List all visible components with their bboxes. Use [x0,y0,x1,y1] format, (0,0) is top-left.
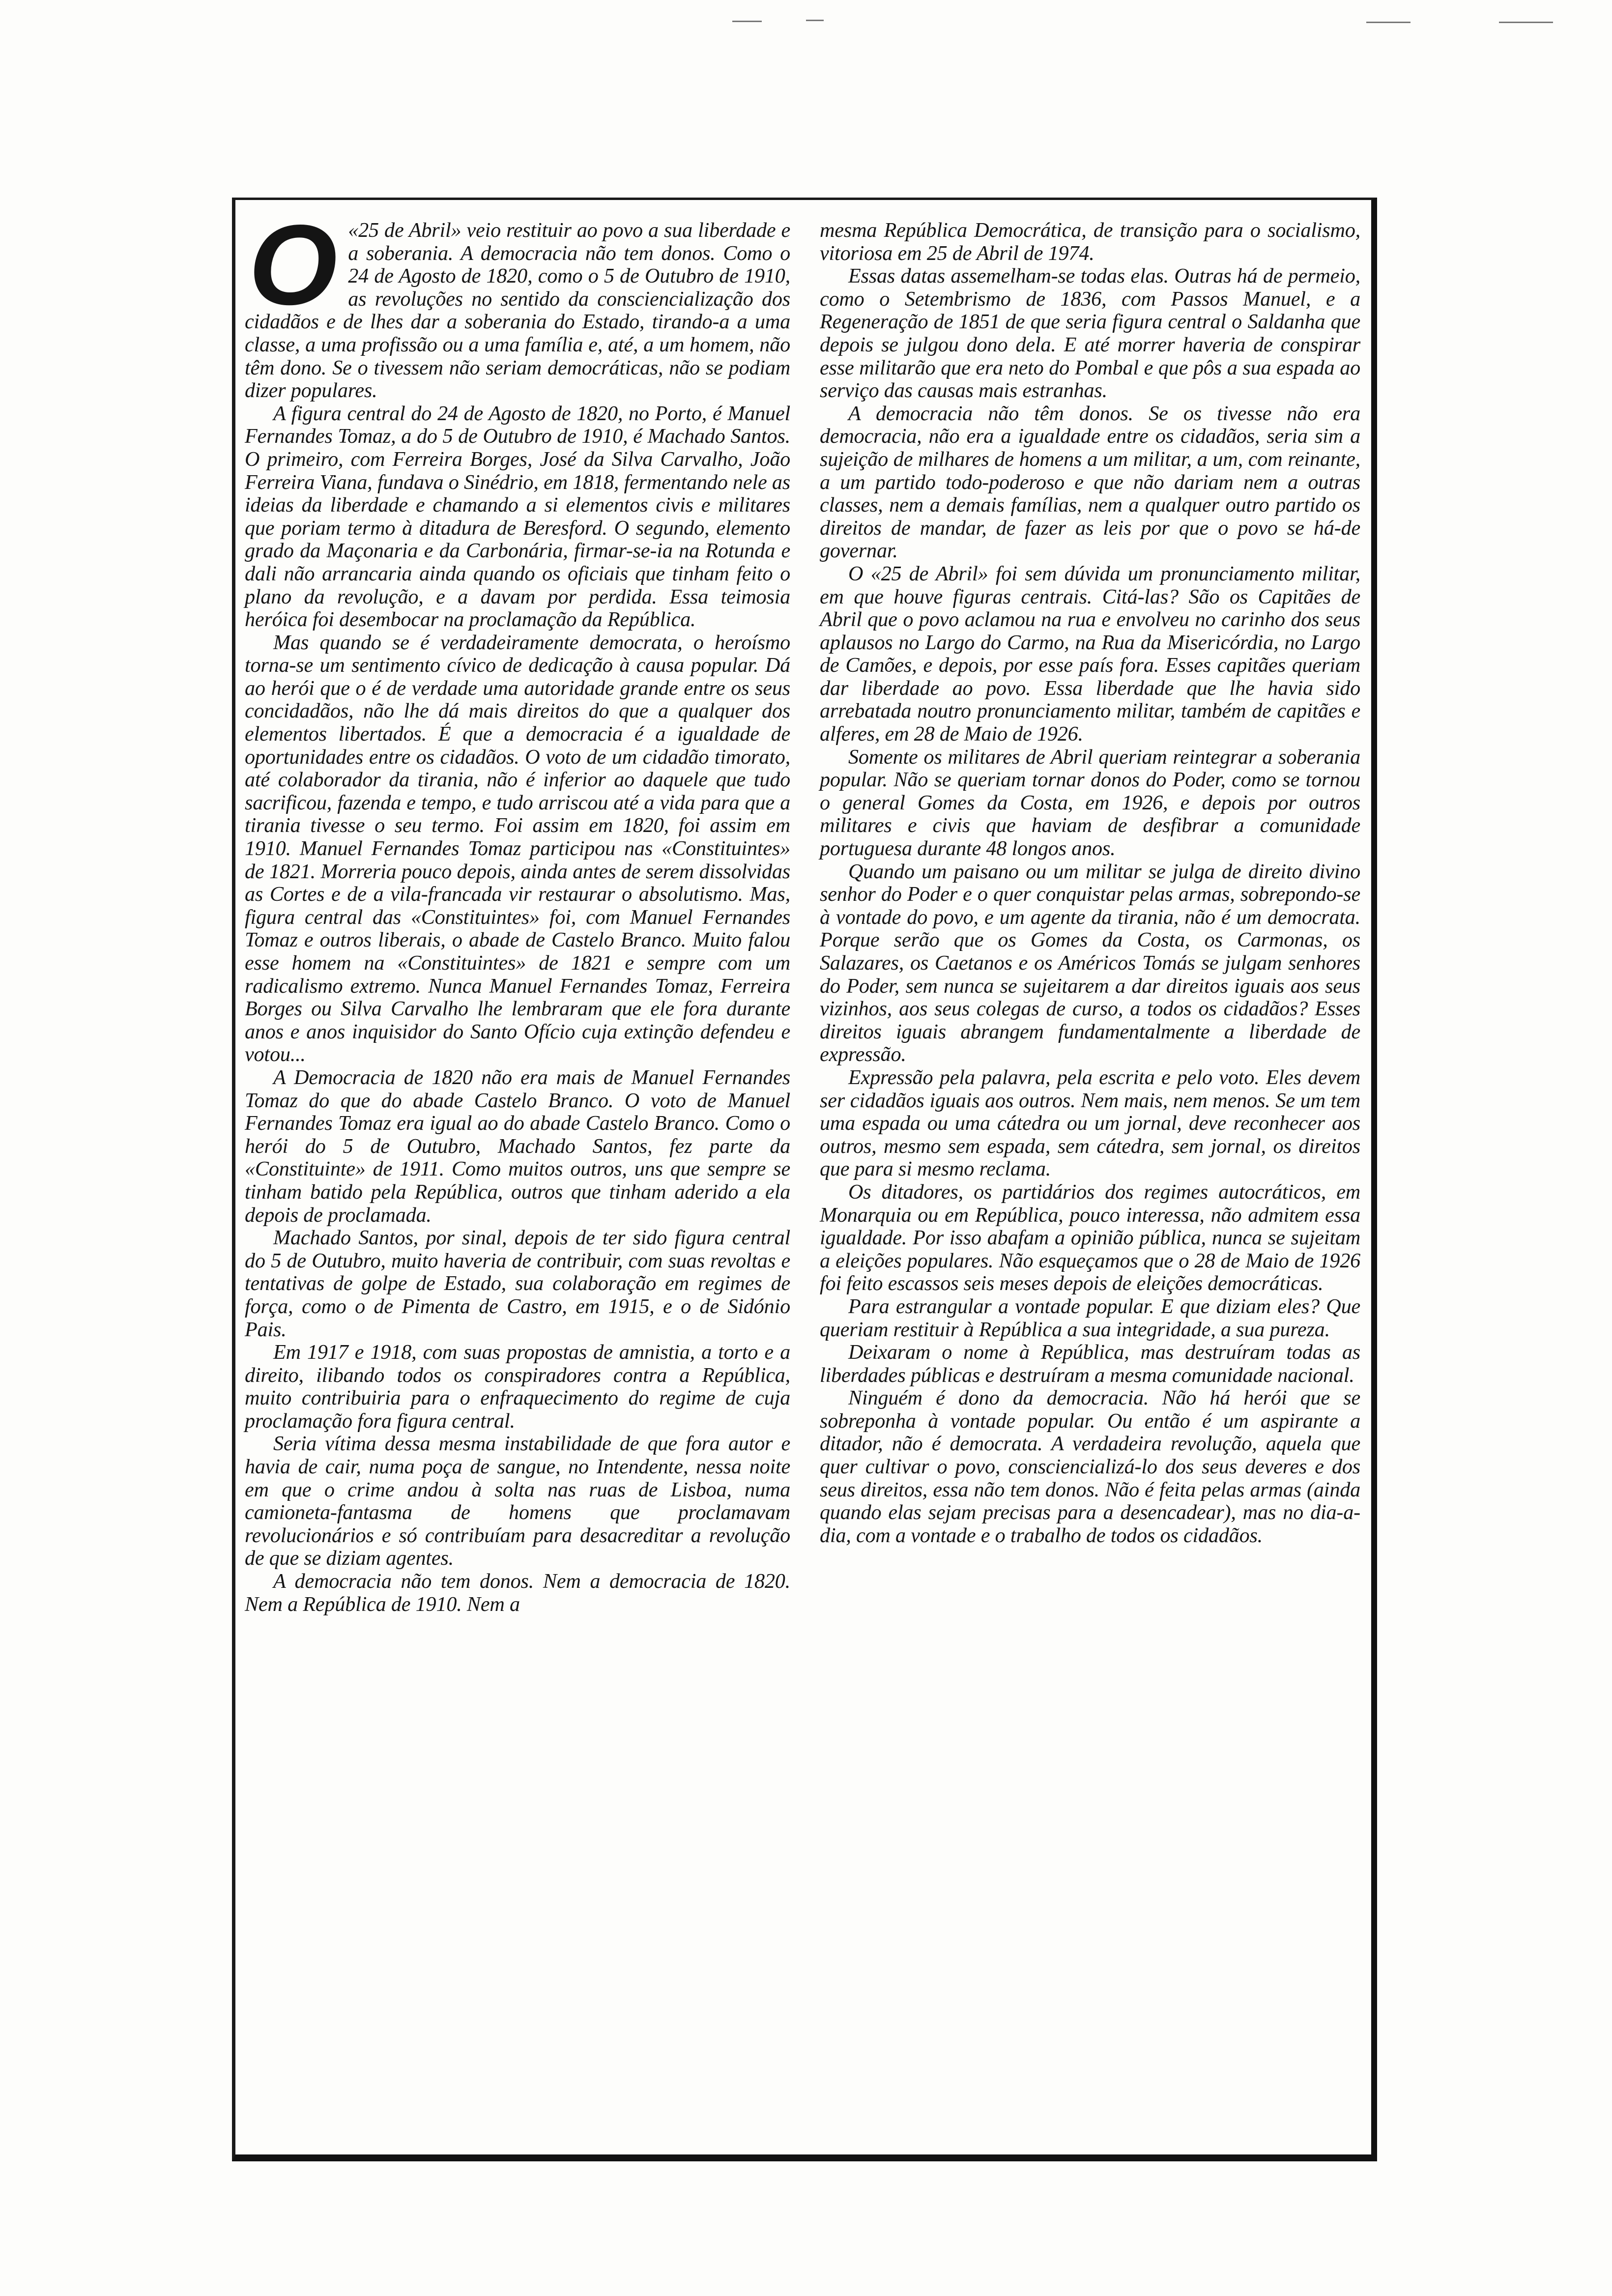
paragraph: Machado Santos, por sinal, depois de ter sido figura central do 5 de Outubro, muito haveria de contribuir, com suas revoltas e tentativas de golpe de Estado, sua colaboração em regimes de força, como o de Pimenta de Castro, em 1915, e o de Sidónio Pais. [245,1226,790,1341]
left-column [245,201,790,1616]
paragraph: Quando um paisano ou um militar se julga de direito divino senhor do Poder e o quer conquistar pelas armas, sobrepondo-se à vontade do povo, e um agente da tirania, não é um democrata. Porque serão que os Gomes da Costa, os Carmonas, os Salazares, os Caetanos e os Américos Tomás se julgam senhores do Poder, sem nunca se sujeitarem a dar direitos iguais aos seus vizinhos, aos seus colegas de curso, a todos os cidadãos? Esses direitos iguais abrangem fundamentalmente a liberdade de expressão. [820,860,1360,1066]
paragraph: Expressão pela palavra, pela escrita e pelo voto. Eles devem ser cidadãos iguais aos outros. Nem mais, nem menos. Se um tem uma espada ou uma cátedra ou um jornal, deve reconhecer aos outros, mesmo sem espada, sem cátedra, sem jornal, os direitos que para si mesmo reclama. [820,1065,1360,1181]
paragraph: Em 1917 e 1918, com suas propostas de amnistia, a torto e a direito, ilibando todos os conspiradores contra a República, muito contribuiria para o enfraquecimento do regime de cuja proclamação fora figura central. [245,1341,790,1433]
drop-cap: O [249,201,338,329]
paragraph: Seria vítima dessa mesma instabilidade de que fora autor e havia de cair, numa poça de sangue, no Intendente, nessa noite em que o crime andou à solta nas ruas de Lisboa, numa camioneta-fantasma de homens que proclamavam revolucionários e só contribuíam para desacreditar a revolução de que se diziam agentes. [245,1432,790,1570]
paragraph: A democracia não tem donos. Nem a democracia de 1820. Nem a República de 1910. Nem a [245,1570,790,1616]
paragraph: Mas quando se é verdadeiramente democrata, o heroísmo torna-se um sentimento cívico de dedicação à causa popular. Dá ao herói que o é de verdade uma autoridade grande entre os seus concidadãos, não lhe dá mais direitos do que a qualquer dos elementos libertados. É que a democracia é a igualdade de oportunidades entre os cidadãos. O voto de um cidadão timorato, até colaborador da tirania, não é inferior ao daquele que tudo sacrificou, fazenda e tempo, e tudo arriscou até a vida para que a tirania tivesse o seu termo. Foi assim em 1820, foi assim em 1910. Manuel Fernandes Tomaz participou nas «Constituintes» de 1821. Morreria pouco depois, ainda antes de serem dissolvidas as Cortes e de a vila-francada vir restaurar o absolutismo. Mas, figura central das «Constituintes» foi, com Manuel Fernandes Tomaz e outros liberais, o abade de Castelo Branco. Muito falou esse homem na «Constituintes» de 1821 e sempre com um radicalismo extremo. Nunca Manuel Fernandes Tomaz, Ferreira Borges ou Silva Carvalho lhe lembraram que ele fora durante anos e anos inquisidor do Santo Ofício cuja extinção defendeu e votou... [245,631,790,1066]
scan-speckle [806,20,824,21]
scan-speckle [1499,22,1553,23]
lead-paragraph [245,201,790,402]
continuation-paragraph: mesma República Democrática, de transição para o socialismo, vitoriosa em 25 de Abril de 1974. [820,219,1360,265]
paragraph: Para estrangular a vontade popular. E que diziam eles? Que queriam restituir à República a sua integridade, a sua pureza. [820,1294,1360,1341]
paragraph: A Democracia de 1820 não era mais de Manuel Fernandes Tomaz do que do abade Castelo Branco. O voto de Manuel Fernandes Tomaz era igual ao do abade Castelo Branco. Como o herói do 5 de Outubro, Machado Santos, fez parte da «Constituinte» de 1911. Como muitos outros, uns que sempre se tinham batido pela República, outros que tinham aderido a ela depois de proclamada. [245,1065,790,1227]
paragraph: O «25 de Abril» foi sem dúvida um pronunciamento militar, em que houve figuras centrais. Citá-las? São os Capitães de Abril que o povo aclamou na rua e envolveu no carinho dos seus aplausos no Largo do Carmo, na Rua da Misericórdia, no Largo de Camões, e depois, por esse país fora. Esses capitães queriam dar liberdade ao povo. Essa liberdade que lhe havia sido arrebatada noutro pronunciamento militar, também de capitães e alferes, em 28 de Maio de 1926. [820,562,1360,746]
scan-speckle [732,21,762,22]
paragraph: Somente os militares de Abril queriam reintegrar a soberania popular. Não se queriam tornar donos do Poder, como se tornou o general Gomes da Costa, em 1926, e depois por outros militares e civis que haviam de desfibrar a comunidade portuguesa durante 48 longos anos. [820,745,1360,861]
paragraph: Essas datas assemelham-se todas elas. Outras há de permeio, como o Setembrismo de 1836, com Passos Manuel, e a Regeneração de 1851 de que seria figura central o Saldanha que depois se julgou dono dela. E até morrer haveria de conspirar esse militarão que era neto do Pombal e que pôs a sua espada ao serviço das causas mais estranhas. [820,264,1360,402]
paragraph: Ninguém é dono da democracia. Não há herói que se sobreponha à vontade popular. Ou então é um aspirante a ditador, não é democrata. A verdadeira revolução, aquela que quer cultivar o povo, consciencializá-lo dos seus deveres e dos seus direitos, essa não tem donos. Não é feita pelas armas (ainda quando elas sejam precisas para a desencadear), mas no dia-a-dia, com a vontade e o trabalho de todos os cidadãos. [820,1386,1360,1547]
scan-speckle [1366,22,1410,23]
paragraph: Os ditadores, os partidários dos regimes autocráticos, em Monarquia ou em República, pouco interessa, não admitem essa igualdade. Por isso abafam a opinião pública, nunca se sujeitam a eleições populares. Não esqueçamos que o 28 de Maio de 1926 foi feito escassos seis meses depois de eleições democráticas. [820,1180,1360,1295]
paragraph: A figura central do 24 de Agosto de 1820, no Porto, é Manuel Fernandes Tomaz, a do 5 de Outubro de 1910, é Machado Santos. O primeiro, com Ferreira Borges, José da Silva Carvalho, João Ferreira Viana, fundava o Sinédrio, em 1818, fermentando nele as ideias da liberdade e chamando a si elementos civis e militares que poriam termo à ditadura de Beresford. O segundo, elemento grado da Maçonaria e da Carbonária, firmar-se-ia na Rotunda e dali não arrancaria ainda quando os oficiais que tinham feito o plano da revolução, e a davam por perdida. Essa teimosia heróica foi desembocar na proclamação da República. [245,402,790,631]
paragraph: Deixaram o nome à República, mas destruíram todas as liberdades públicas e destruíram a mesma comunidade nacional. [820,1341,1360,1387]
paragraph: A democracia não têm donos. Se os tivesse não era democracia, não era a igualdade entre os cidadãos, seria sim a sujeição de milhares de homens a um militar, a um, com reinante, a um partido todo-poderoso e que não dariam nem a outras classes, nem a demais famílias, nem a qualquer outro partido os direitos de mandar, de fazer as leis por que o povo se há-de governar. [820,402,1360,563]
right-column [820,219,1360,1547]
paragraph-text: «25 de Abril» veio restituir ao povo a sua liberdade e a soberania. A democracia não tem donos. Como o 24 de Agosto de 1820, como o 5 de Outubro de 1910, as revoluções no sentido da consciencialização dos cidadãos e de lhes dar a soberania do Estado, tirando-a a uma classe, a uma profissão ou a uma família e, até, a um homem, não têm dono. Se o tivessem não seriam democráticas, não se podiam dizer populares. [245,219,790,402]
